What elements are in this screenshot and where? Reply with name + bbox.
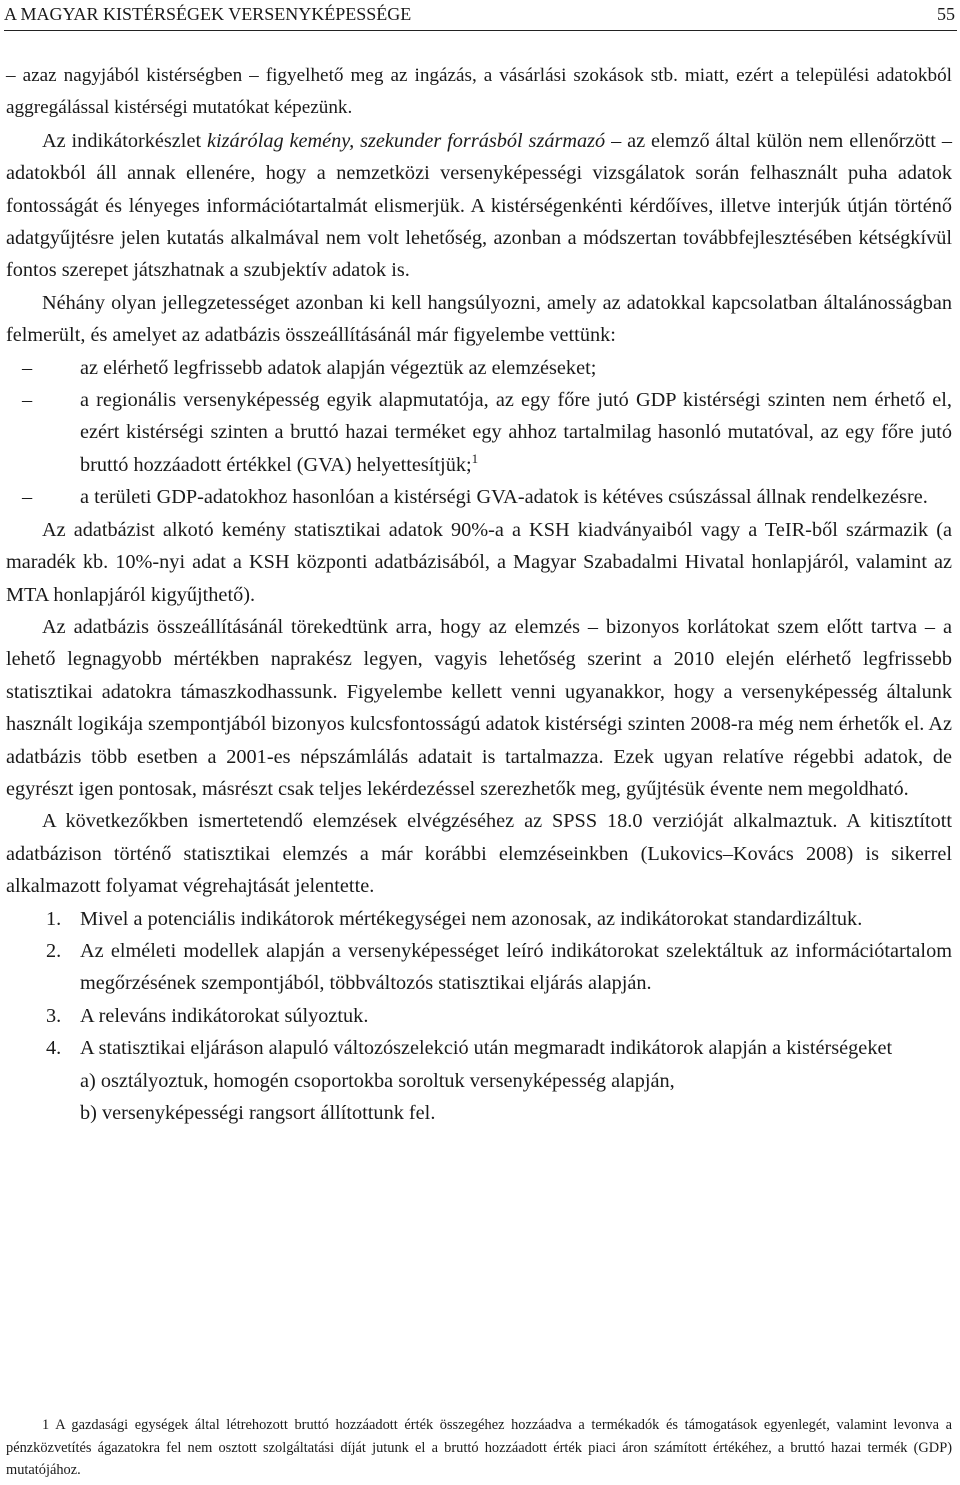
sub-item-a: a) osztályoztuk, homogén csoportokba soroltuk versenyképesség alapján, — [80, 1069, 675, 1092]
dash-marker: – — [22, 356, 33, 379]
dash-marker: – — [22, 486, 33, 509]
footnote-ref: 1 — [471, 450, 479, 466]
list-item: 2. Az elméleti modellek alapján a versenyképességet leíró indikátorokat szelektáltuk az információtartalom megőrzésének szempontjából, többváltozós statisztikai eljárás alapján. — [46, 939, 952, 995]
footnote-number: 1 — [42, 1417, 50, 1433]
list-item: 3. A releváns indikátorokat súlyoztuk. — [46, 1004, 369, 1027]
footnote-text: A gazdasági egységek által létrehozott bruttó hozzáadott érték összegéhez hozzáadva a termékadók és támogatások egyenlegét, valamint levonva a pénzközvetítés ágazatokra fel nem osztott szolgáltatási díját jutunk el a bruttó hozzáadott érték piaci áron számított értékéhez, a bruttó hazai termék (GDP) mutatójához. — [6, 1417, 952, 1478]
list-item: – az elérhető legfrissebb adatok alapján végeztük az elemzéseket; — [6, 352, 952, 384]
paragraph-database: Az adatbázis összeállításánál törekedtünk arra, hogy az elemzés – bizonyos korlátokat szem előtt tartva – a lehető legnagyobb mértékben naprakész legyen, vagyis lehetőség szerint a 2010 elején elérhető legfrissebb statisztikai adatokra támaszkodhassunk. Figyelembe kellett venni ugyanakkor, hogy a versenyképesség általunk használt logikája szempontjából bizonyos kulcsfontosságú adatok kistérségi szinten 2008-ra még nem érhetők el. Az adatbázis több esetben a 2001-es népszámlálás adatait is tartalmazza. Ezek ugyan relatíve régebbi adatok, de egyrészt igen pontosak, másrészt csak teljes lekérdezéssel szerezhetők meg, gyűjtésük évente nem megoldható. — [6, 615, 952, 800]
body-text — [6, 60, 952, 1129]
paragraph-rest: – az elemző által külön nem ellenőrzött – adatokból áll annak ellenére, hogy a nemzetközi versenyképességi vizsgálatok során felhasznált puha adatok fontosságát és lényeges információtartalmát elismerjük. A kistérségenkénti kérdőíves, illetve interjúk útján történő adatgyűjtésre jelen kutatás alkalmával nem volt lehetőség, azonban a módszertan továbbfejlesztésében kétségkívül fontos szerepet játszhatnak a szubjektív adatok is. — [6, 129, 952, 282]
paragraph-data-sources — [6, 125, 952, 287]
page-number: 55 — [937, 4, 955, 24]
numbered-steps — [6, 903, 952, 1130]
italic-phrase: kizárólag kemény, szekunder forrásból származó — [206, 129, 606, 152]
dash-marker: – — [22, 389, 33, 412]
list-item: 4. A statisztikai eljáráson alapuló változószelekció után megmaradt indikátorok alapján a kistérségeket a) osztályoztuk, homogén csoportokba soroltuk versenyképesség alapján, b) versenyképességi rangsort állítottunk fel. — [6, 1032, 952, 1129]
footnote — [6, 1414, 952, 1482]
list-item: – a területi GDP-adatokhoz hasonlóan a kistérségi GVA-adatok is kétéves csúszással állnak rendelkezésre. — [6, 481, 952, 513]
paragraph-characteristics: Néhány olyan jellegzetességet azonban ki kell hangsúlyozni, amely az adatokkal kapcsolatban általánosságban felmerült, és amelyet az adatbázis összeállításánál már figyelembe vettünk: — [6, 291, 952, 347]
running-header — [4, 0, 957, 31]
dash-list — [6, 352, 952, 514]
paragraph-start: Az indikátorkészlet — [42, 129, 207, 152]
sub-item-b: b) versenyképességi rangsort állítottunk fel. — [80, 1102, 436, 1124]
paragraph-spss: A következőkben ismertetendő elemzések elvégzéséhez az SPSS 18.0 verzióját alkalmaztuk. A kitisztított adatbázison történő statisztikai elemzés a már korábbi elemzéseinkben (Lukovics–Kovács 2008) is sikerrel alkalmazott folyamat végrehajtását jelentette. — [6, 810, 952, 898]
paragraph-continuation: – azaz nagyjából kistérségben – figyelhető meg az ingázás, a vásárlási szokások stb. miatt, ezért a települési adatokból aggregálással kistérségi mutatókat képezünk. — [6, 65, 952, 119]
header-title: A MAGYAR KISTÉRSÉGEK VERSENYKÉPESSÉGE — [4, 4, 412, 24]
list-item: 1. Mivel a potenciális indikátorok mértékegységei nem azonosak, az indikátorokat standardizáltuk. — [46, 907, 863, 930]
list-item: – a regionális versenyképesség egyik alapmutatója, az egy főre jutó GDP kistérségi szinten nem érhető el, ezért kistérségi szinten a bruttó hazai terméket egy ahhoz tartalmilag hasonló mutatóval, az egy főre jutó bruttó hozzáadott értékkel (GVA) helyettesítjük;$^1$ — [6, 384, 952, 481]
paragraph-ksh: Az adatbázist alkotó kemény statisztikai adatok 90%-a a KSH kiadványaiból vagy a TeIR-ből származik (a maradék kb. 10%-nyi adat a KSH központi adatbázisából, a Magyar Szabadalmi Hivatal honlapjáról, valamint az MTA honlapjáról kigyűjthető). — [6, 518, 952, 606]
